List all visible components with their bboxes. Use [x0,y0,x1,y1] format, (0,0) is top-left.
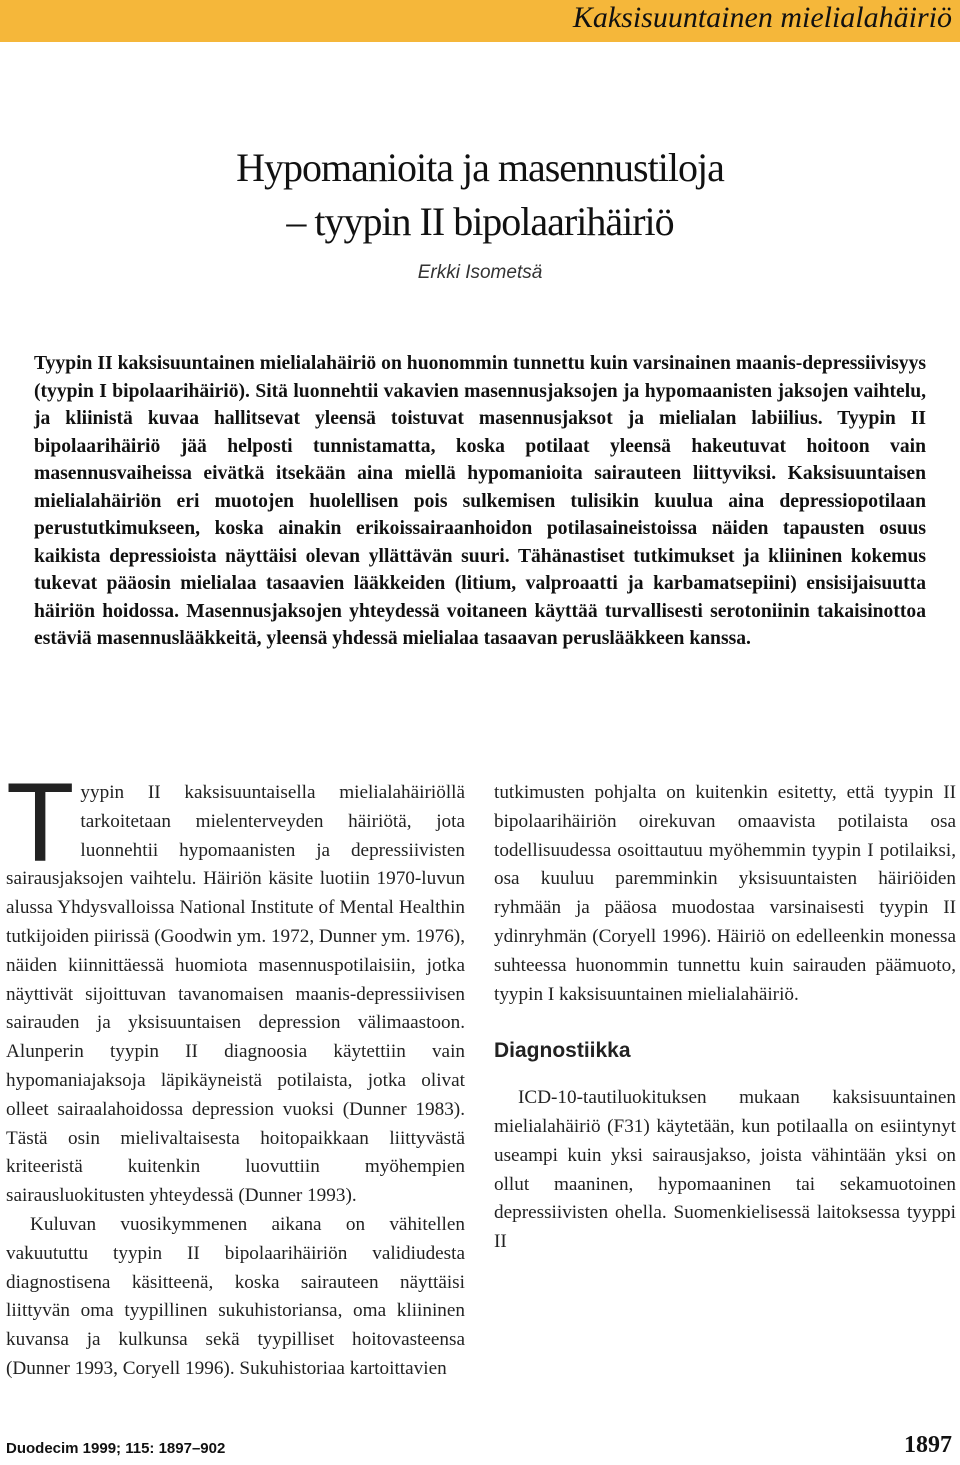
article-title-line2: – tyypin II bipolaarihäiriö [286,199,674,244]
header-bar [0,0,960,42]
abstract: Tyypin II kaksisuuntainen mielialahäiriö on huonommin tunnettu kuin varsinainen maanis-depressiivisyys (tyypin I bipolaarihäiriö). Sitä luonnehtii vakavien masennusjaksojen ja hypomaanisten jaksojen vaihtelu, ja kliinistä kuvaa hallitsevat yleensä toistuvat masennusjaksot ja mielialan labiilius. Tyypin II bipolaarihäiriö jää helposti tunnistamatta, koska potilaat yleensä hakeutuvat hoitoon vain masennusvaiheissa eivätkä itsekään aina miellä hypomanioita sairauteen liittyviksi. Kaksisuuntaisen mielialahäiriön eri muotojen huolellisen pois sulkemisen tulisikin kuulua aina depressiopotilaan perustutkimukseen, koska ainakin erikoissairaanhoidon potilasaineistoissa näiden tapausten osuus kaikista depressioista näyttäisi olevan yllättävän suuri. Tähänastiset tutkimukset ja kliininen kokemus tukevat pääosin mielialaa tasaavien lääkkeiden (litium, valproaatti ja karbamatsepiini) ensisijaisuutta häiriön hoidossa. Masennusjaksojen yhteydessä voitaneen käyttää turvallisesti serotoniinin takaisinottoa estäviä masennuslääkkeitä, yleensä yhdessä mielialaa tasaavan peruslääkkeen kanssa. [34,353,926,649]
body-paragraph-1 [6,760,465,1211]
section-paragraph-1: ICD-10-tautiluokituksen mukaan kaksisuuntainen mielialahäiriö (F31) käytetään, kun potilaalla on esiintynyt useampi kuin yksi sairausjakso, joista vähintään yksi on ollut maaninen, hypomaaninen tai sekamuotoinen depressiivisten ohella. Suomenkielisessä laitoksessa tyyppi II [494,1087,956,1253]
body-paragraph-1-text: yypin II kaksisuuntaisella mielialahäiriöllä tarkoitetaan mielenterveyden häiriötä, jota luonnehtii hypomaanisten ja depressiivisten sairausjaksojen vaihtelu. Häiriön käsite luotiin 1970-luvun alussa Yhdysvalloissa National Institute of Mental Healthin tutkijoiden piirissä (Goodwin ym. 1972, Dunner ym. 1976), näiden kiinnittäessä huomiota masennuspotilaisiin, jotka näyttivät sijoittuvan tavanomaisen maanis-depressiivisen sairauden ja yksisuuntaisen depression välimaastoon. Alunperin tyypin II diagnoosia käytettiin vain hypomaniajaksoja läpikäyneistä potilaista, jotka olivat olleet sairaalahoidossa depression vuoksi (Dunner 1983). Tästä osin mielivaltaisesta hoitopaikkaan liittyvästä kriteeristä kuitenkin luovuttiin myöhempien sairausluokitusten yhteydessä (Dunner 1993). [6,782,465,1207]
article-title-line1: Hypomanioita ja masennustiloja [236,145,724,190]
body-column-left [6,760,465,1384]
author: Erkki Isometsä [417,262,543,283]
dropcap: T [6,760,75,885]
running-header: Kaksisuuntainen mielialahäiriö [572,1,952,34]
citation: Duodecim 1999; 115: 1897–902 [6,1440,226,1457]
body-paragraph-2-continued: tutkimusten pohjalta on kuitenkin esitetty, että tyypin II bipolaarihäiriön oirekuvan omaavista potilaista osa todellisuudessa osoittautuu myöhemmin tyypin I potilaiksi, osa kuuluu paremminkin yksisuuntaisten häiriöiden ryhmään ja pääosa muodostaa varsinaisesti tyypin II ydinryhmän (Coryell 1996). Häiriö on edelleenkin monessa suhteessa huonommin tunnettu kuin sairauden päämuoto, tyypin I kaksisuuntainen mielialahäiriö. [494,782,956,1005]
page-number: 1897 [904,1432,952,1458]
section-heading-diagnostiikka: Diagnostiikka [494,1039,631,1063]
body-paragraph-2: Kuluvan vuosikymmenen aikana on vähitellen vakuututtu tyypin II bipolaarihäiriön validiudesta diagnostisena käsitteenä, koska sairauteen näyttäisi liittyvän oma tyypillinen sukuhistoriansa, oma kliininen kuvansa ja kulkunsa sekä tyypilliset hoitovasteensa (Dunner 1993, Coryell 1996). Sukuhistoriaa kartoittavien [6,1213,465,1379]
body-column-right [494,779,956,1257]
